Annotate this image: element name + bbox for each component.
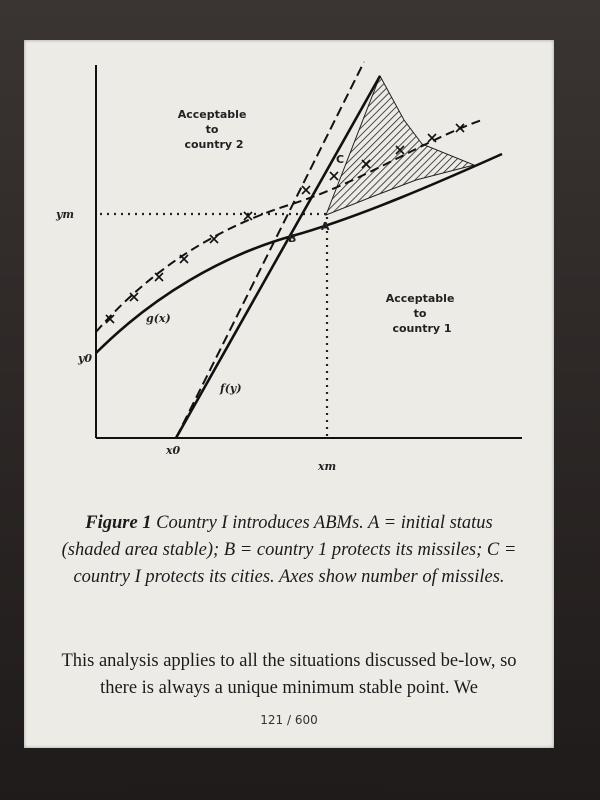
region-label-country-2: Acceptable to country 2 — [177, 108, 247, 151]
reader-screen[interactable] — [24, 40, 554, 748]
ym-label: ym — [56, 208, 75, 221]
curve-g-label: g(x) — [146, 312, 171, 325]
body-paragraph: This analysis applies to all the situations discussed be-low, so there is always a unique minimum stable point. We — [61, 651, 517, 698]
caption-text: Country I introduces ABMs. A = initial status (shaded area stable); B = country 1 protects its missiles; C = country I protects its cities. Axes show number of missiles. — [61, 513, 517, 587]
figure-diagram — [24, 40, 554, 490]
figure-caption — [58, 510, 520, 591]
point-c-label: C — [336, 153, 345, 166]
x0-label: x0 — [166, 444, 181, 457]
curve-f-label: f(y) — [220, 382, 242, 395]
figure-1 — [24, 40, 554, 490]
point-a-label: A — [321, 220, 330, 233]
point-b-label: B — [288, 232, 297, 245]
region-label-country-1: Acceptable to country 1 — [385, 292, 455, 335]
y0-label: y0 — [78, 352, 93, 365]
xm-label: xm — [318, 460, 337, 473]
page-indicator: 121 / 600 — [260, 713, 318, 727]
caption-lead: Figure 1 — [85, 513, 152, 533]
shaded-stable-region — [326, 76, 474, 215]
